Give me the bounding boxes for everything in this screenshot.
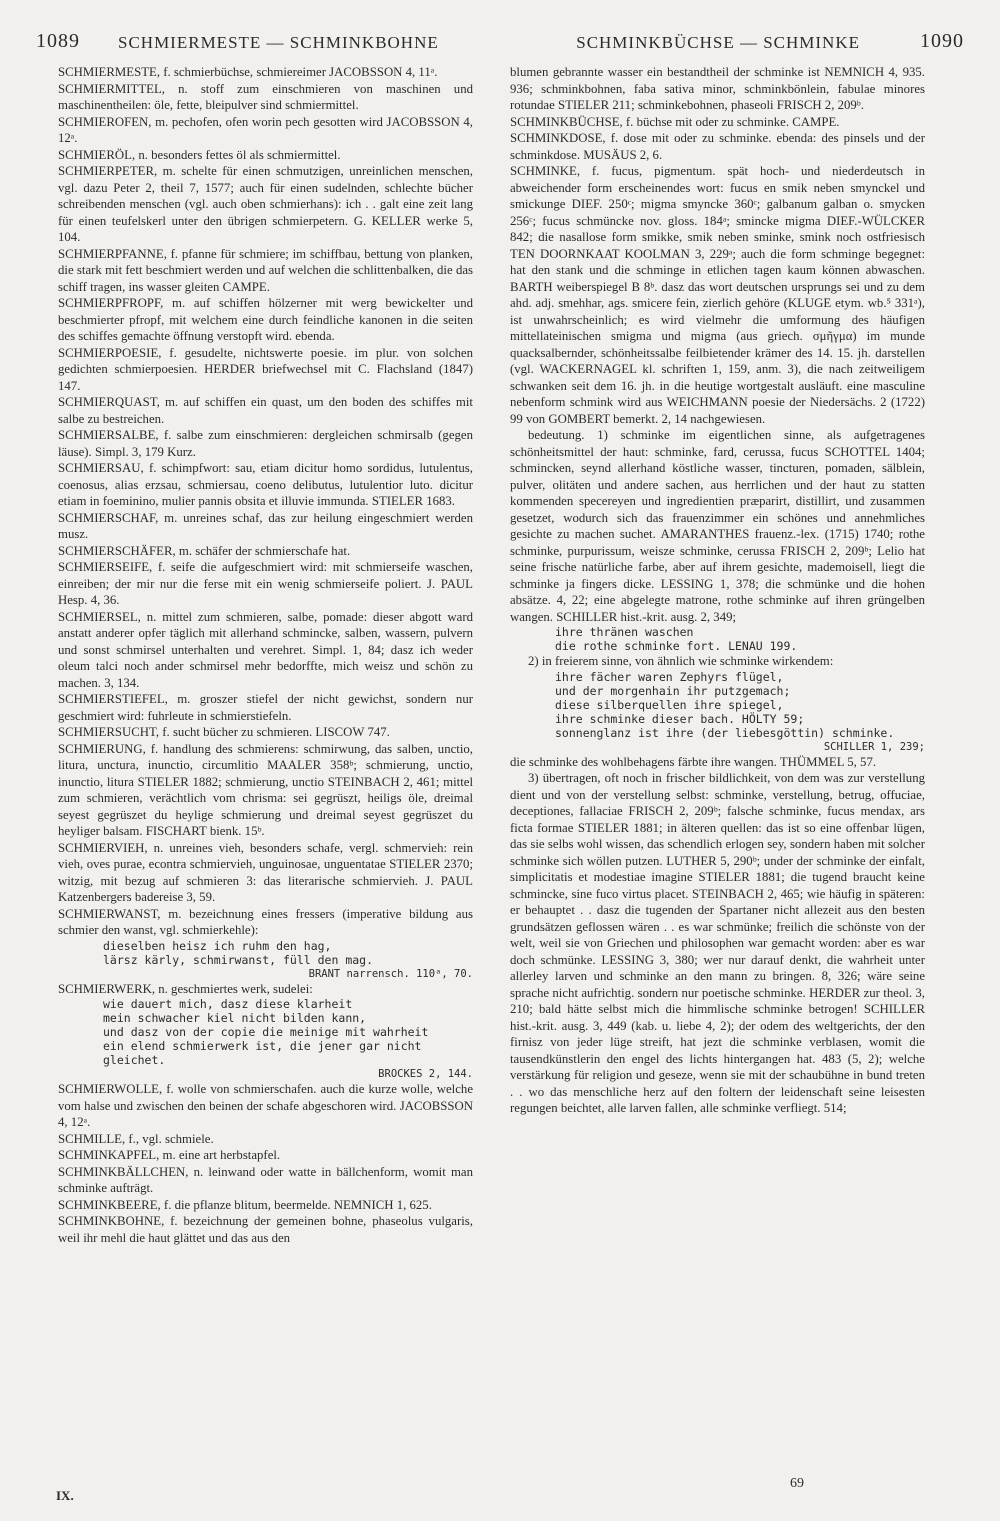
dictionary-entry: 2) in freierem sinne, von ähnlich wie schminke wirkendem: bbox=[528, 654, 834, 668]
sheet-number: 69 bbox=[790, 1476, 804, 1491]
dictionary-entry: SCHMIERSEIFE, f. seife die aufgeschmiert wird: mit schmierseife waschen, einreiben; der mir nur die ferse mit ein wenig schmierseife poliert. J. PAUL Hesp. 4, 36. bbox=[58, 560, 473, 607]
quoted-verse-line: ein elend schmierwerk ist, die jener gar nicht gleichet. bbox=[103, 1039, 422, 1067]
dictionary-entry: SCHMIERSTIEFEL, m. groszer stiefel der nicht gewichst, sondern nur geschmiert wird: fuhrleute in schmierstiefeln. bbox=[58, 692, 473, 723]
dictionary-entry: SCHMIERSEL, n. mittel zum schmieren, salbe, pomade: dieser abgott ward anstatt anderer opfer täglich mit allerhand schmincke, salben, wassern, pulvern und sonst schmirsel unterhalten und verehret. Simpl. 1, 84; dasz ich weder oleum talci noch ander schmirsel mehr bedorffte, mich weisz und schön zu machen. 3, 134. bbox=[58, 609, 473, 690]
dictionary-entry: blumen gebrannte wasser ein bestandtheil der schminke ist NEMNICH 4, 935. 936; schminkbohnen, faba sativa minor, schminkbönlein, fabulae minores rotundae STIELER 211; schminkebohnen, phaseoli FRISCH 2, 209ᵇ. bbox=[510, 65, 925, 112]
dictionary-entry: SCHMILLE, f., vgl. schmiele. bbox=[58, 1131, 214, 1146]
quoted-verse-line: ihre thränen waschen bbox=[555, 625, 694, 639]
dictionary-entry: SCHMIERWERK, n. geschmiertes werk, sudelei: bbox=[58, 981, 313, 996]
quoted-verse-line: diese silberquellen ihre spiegel, bbox=[555, 697, 784, 712]
dictionary-entry: SCHMIERPFROPF, m. auf schiffen hölzerner mit werg bewickelter und beschmierter pfropf, mit welchem eine durch feindliche kanonen in die seiten des schiffes gemachte öffnung verstopft wird. ebenda. bbox=[58, 296, 473, 343]
dictionary-entry: SCHMIERUNG, f. handlung des schmierens: schmirwung, das salben, unctio, litura, unctura, inunctio, circumlitio MAALER 358ᵇ; schmierung, unctio, inunctio, litura STIELER 1882; schmierung, unctio STEINBACH 2, 461; mittel zum schmieren, verächtlich vom chrisma: sei gegrüszt, heiligs öle, dreimal seyest gegrüszet du heylige schmierung und dreimal seyest gegrüszet du heyliger balsam. FISCHART bienk. 15ᵇ. bbox=[58, 741, 473, 838]
dictionary-entry: SCHMINKE, f. fucus, pigmentum. spät hoch- und niederdeutsch in abweichender form erscheinendes wort: fucus en smik neben smynckel und smickunge DIEF. 250ᶜ; migma smyncke 360ᶜ; galbanum galban o. smycken 256ᶜ; fucus schmüncke nov. gloss. 184ᵃ; smincke migma DIEF.-WÜLCKER 842; die nasallose form smikke, smik neben sminke, smink noch ostfriesisch TEN DOORNKAAT KOOLMAN 3, 229ᵃ; auch die form schminge begegnet: hat den stank und die schminge in etlichen tagen kaum können abwaschen. BARTH weiberspiegel B 8ᵇ. dasz das wort deutschen ursprungs sei und zu dem ahd. adj. smehhar, ags. smicere fein, zierlich gehöre (KLUGE etym. wb.⁵ 331ᵃ), ist unwahrscheinlich; es wird vielmehr die umformung des häufigen mittellateinischen smigma und migma (aus griech. σμῆγμα) im munde quacksalbernder, schönheitssalbe feilbietender krämer des 14. 15. jh. darstellen (vgl. WACKERNAGEL kl. schriften 1, 159, anm. 3), die nach zeitweiligem schwanken seit dem 16. jh. in die heutige wortgestalt ausläuft. eine masculine nebenform schmink wird aus WEICHMANN poesie der Niedersächs. 2 (1722) 99 von GOMBERT bemerkt. 2, 14 nachgewiesen. bbox=[510, 164, 925, 426]
dictionary-entry: SCHMIERQUAST, m. auf schiffen ein quast, um den boden des schiffes mit salbe zu bestreichen. bbox=[58, 395, 473, 426]
quoted-verse-line: dieselben heisz ich ruhm den hag, bbox=[103, 938, 332, 953]
right-page-number: 1090 bbox=[920, 30, 964, 52]
dictionary-entry: SCHMIERMITTEL, n. stoff zum einschmieren von maschinen und maschinentheilen: öle, fette, bleipulver sind schmiermittel. bbox=[58, 81, 473, 112]
dictionary-entry: SCHMIERSAU, f. schimpfwort: sau, etiam dicitur homo sordidus, lutulentus, coenosus, alias erzsau, schmiersau, coeno delibutus, lutulentior luto. dicitur etiam in foeminino, mulier pannis obsita et illuvie immunda. STIELER 1683. bbox=[58, 461, 473, 508]
dictionary-entry: SCHMINKBEERE, f. die pflanze blitum, beermelde. NEMNICH 1, 625. bbox=[58, 1197, 432, 1212]
dictionary-entry: SCHMIERWANST, m. bezeichnung eines fressers (imperative bildung aus schmier den wanst, vgl. schmierkehle): bbox=[58, 906, 473, 937]
quoted-verse-line: lärsz kärly, schmirwanst, füll den mag. bbox=[103, 952, 374, 967]
quoted-verse-line: wie dauert mich, dasz diese klarheit bbox=[103, 997, 353, 1011]
dictionary-entry: SCHMIERSUCHT, f. sucht bücher zu schmieren. LISCOW 747. bbox=[58, 725, 390, 739]
quoted-verse-line: ihre fächer waren Zephyrs flügel, bbox=[555, 669, 784, 684]
right-running-head: SCHMINKBÜCHSE — SCHMINKE bbox=[576, 33, 860, 52]
dictionary-entry: die schminke des wohlbehagens färbte ihre wangen. THÜMMEL 5, 57. bbox=[510, 754, 877, 769]
dictionary-entry: SCHMIEROFEN, m. pechofen, ofen worin pech gesotten wird JACOBSSON 4, 12ᵃ. bbox=[58, 114, 473, 145]
quoted-verse-line: die rothe schminke fort. LENAU 199. bbox=[555, 639, 798, 653]
dictionary-entry: SCHMIERVIEH, n. unreines vieh, besonders schafe, vergl. schmervieh: rein vieh, oves purae, econtra schmiervieh, unguinosae, unguentatae STIELER 2370; witzig, mit bezug auf schmieren 3: das literarische schmiervieh. J. PAUL Katzenbergers badereise 3, 59. bbox=[58, 840, 473, 904]
dictionary-entry: SCHMINKBOHNE, f. bezeichnung der gemeinen bohne, phaseolus vulgaris, weil ihr mehl die haut glättet und das aus den bbox=[58, 1214, 473, 1245]
right-column bbox=[510, 64, 925, 1117]
dictionary-entry: SCHMIERSCHAF, m. unreines schaf, das zur heilung eingeschmiert werden musz. bbox=[58, 510, 473, 541]
quoted-verse-line: sonnenglanz ist ihre (der liebesgöttin) schminke. bbox=[555, 725, 895, 740]
dictionary-entry: SCHMIERPOESIE, f. gesudelte, nichtswerte poesie. im plur. von solchen gedichten schmierpoesien. HERDER briefwechsel mit C. Flachsland (1847) 147. bbox=[58, 345, 473, 393]
dictionary-entry: SCHMIERSALBE, f. salbe zum einschmieren: dergleichen schmirsalb (gegen läuse). Simpl. 3, 179 Kurz. bbox=[58, 428, 473, 459]
dictionary-entry: SCHMIERWOLLE, f. wolle von schmierschafen. auch die kurze wolle, welche vom halse und zwischen den beinen der schafe abgeschoren wird. JACOBSSON 4, 12ᵃ. bbox=[58, 1082, 473, 1129]
dictionary-entry: bedeutung. 1) schminke im eigentlichen sinne, als aufgetragenes schönheitsmittel der haut: schminke, fard, cerussa, fucus SCHOTTEL 1404; schmincken, seynd allerhand köstliche wasser, tincturen, pomaden, sälblein, pulver, olitäten und andere sachen, aus herrlichen und der haut zu statten kommenden specereyen und ingredientien præparirt, distillirt, und zusammen gesetzet, wodurch sich das frauenzimmer ein schönes und annehmliches gesichte zu machen suchet. AMARANTHES frauenz.-lex. (1715) 1740; rothe schminke, purpurissum, weisze schminke, cerussa FRISCH 2, 209ᵇ; Lelio hat seine frische natürliche farbe, aber auf ihrem gesichte, mademoisell, liegt die schminke ja fingers dicke. LESSING 1, 378; die schmünke und die hohen absätze. 4, 22; eine abgelegte matrone, rothe schminke auf ihren grüngelben wangen. SCHILLER hist.-krit. ausg. 2, 349; bbox=[510, 428, 925, 624]
left-column bbox=[58, 64, 473, 1246]
dictionary-entry: SCHMIERMESTE, f. schmierbüchse, schmiereimer JACOBSSON 4, 11ᵃ. bbox=[58, 65, 438, 79]
signature-mark: IX. bbox=[56, 1488, 74, 1503]
dictionary-entry: SCHMINKDOSE, f. dose mit oder zu schminke. ebenda: des pinsels und der schminkdose. MUSÄUS 2, 6. bbox=[510, 131, 925, 162]
quoted-verse-line: und der morgenhain ihr putzgemach; bbox=[555, 683, 791, 698]
dictionary-entry: SCHMIERSCHÄFER, m. schäfer der schmierschafe hat. bbox=[58, 543, 351, 558]
quoted-verse-line: SCHILLER 1, 239; bbox=[823, 740, 925, 753]
quoted-verse-line: BROCKES 2, 144. bbox=[378, 1068, 473, 1080]
quoted-verse-line: mein schwacher kiel nicht bilden kann, bbox=[103, 1011, 367, 1025]
dictionary-entry: SCHMINKBÄLLCHEN, n. leinwand oder watte in bällchenform, womit man schminke aufträgt. bbox=[58, 1164, 473, 1195]
dictionary-entry: SCHMINKAPFEL, m. eine art herbstapfel. bbox=[58, 1148, 281, 1162]
page-header bbox=[36, 30, 964, 60]
dictionary-entry: 3) übertragen, oft noch in frischer bildlichkeit, von dem was zur verstellung dient und von der verstellung selbst: schminke, verstellung, betrug, offuciae, deceptiones, fallaciae FRISCH 2, 209ᵇ; falsche schminke, fucus mendax, ars ficta formae STIELER 1881; in älteren quellen: das ist so eine offenbar lügen, das sie selbs wohl wissen, das schendlich erlogen sey, sondern haben mit solcher schminke sich wöllen putzen. LUTHER 5, 290ᵇ; under der schminke der einfalt, simplicitatis et modestiae imagine STIELER 1881; die tugend braucht keine schmincke, sine fuco virtus placet. STEINBACH 2, 465; wie häufig in späteren: er behauptet . . dasz die tugenden der Spartaner nicht allezeit aus den besten grundsätzen geflossen wären . . es war schmünke; freilich die schönste von der welt, weil sie von Griechen und philosophen war gemacht worden: aber es war doch schmünke. LESSING 3, 380; wer nur darauf denkt, die wahrheit unter allerley larven und schminke an den mann zu bringen. 8, 326; wäre seine sprache nicht aufrichtig. sondern nur poetische schminke. HERDER zur theol. 3, 210; bald hätte selbst mich die himmlische schminke betrogen! SCHILLER hist.-krit. ausg. 3, 449 (kab. u. liebe 4, 2); der odem des weltgerichts, der den firnisz von jeder lüge streift, hat jezt die schminke verblasen, womit die tausendkünstlerin den engel des lichts hintergangen hat. 483 (5, 2); welche verstärkung für religion und geseze, wenn sie mit der schaubühne in bund treten . . wo das menschliche herz auf den foltern der leidenschaft seine leisesten regungen beichtet, alle larven fallen, alle schminke verfliegt. 514; bbox=[510, 771, 925, 1115]
dictionary-entry: SCHMINKBÜCHSE, f. büchse mit oder zu schminke. CAMPE. bbox=[510, 114, 840, 129]
quoted-verse-line: ihre schminke dieser bach. HÖLTY 59; bbox=[555, 711, 805, 726]
dictionary-entry: SCHMIERPFANNE, f. pfanne für schmiere; im schiffbau, bettung von planken, die stark mit fett beschmiert werden und auf welchen die schlittenbalken, die das schiff tragen, ins wasser gleiten CAMPE. bbox=[58, 246, 473, 294]
left-page-number: 1089 bbox=[36, 30, 80, 52]
quoted-verse-line: BRANT narrensch. 110ᵃ, 70. bbox=[308, 967, 473, 980]
quoted-verse-line: und dasz von der copie die meinige mit wahrheit bbox=[103, 1025, 429, 1039]
dictionary-entry: SCHMIERPETER, m. schelte für einen schmutzigen, unreinlichen menschen, vgl. dazu Peter 2, theil 7, 1577; auch für einen sudelnden, schlechte bücher schreibenden menschen (vgl. auch oben schmierhans): ich . . galt eine zeit lang für einen teufelskerl unter den übrigen schmierpetern. G. KELLER werke 5, 104. bbox=[58, 164, 473, 244]
dictionary-entry: SCHMIERÖL, n. besonders fettes öl als schmiermittel. bbox=[58, 147, 341, 162]
left-running-head: SCHMIERMESTE — SCHMINKBOHNE bbox=[118, 33, 439, 52]
